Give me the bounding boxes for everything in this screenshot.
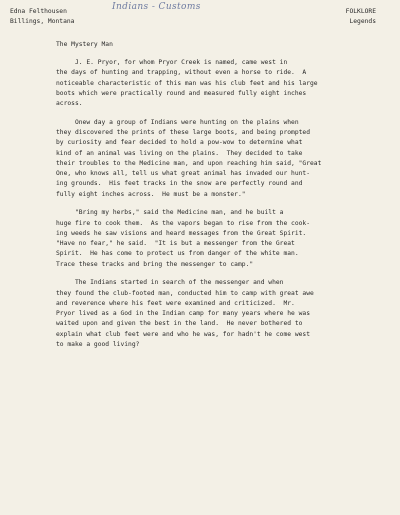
- text-line: they found the club-footed man, conducted him to camp with great awe: [56, 289, 314, 297]
- text-line: "Have no fear," he said. "It is but a messenger from the Great: [56, 240, 295, 247]
- paragraph: [56, 278, 382, 350]
- text-line: noticeable characteristic of this man was his club feet and his large: [56, 79, 318, 87]
- text-line: they discovered the prints of these large boots, and being prompted: [56, 129, 311, 136]
- paragraph-gap: [56, 109, 382, 118]
- category-block: [346, 7, 376, 28]
- document-title: The Mystery Man: [56, 41, 113, 48]
- text-line: fully eight inches across. He must be a monster.": [56, 190, 246, 198]
- text-line: explain what club feet were and who he was, for hadn't he come west: [56, 330, 311, 338]
- handwritten-annotation: Indians - Customs: [112, 2, 201, 12]
- text-line: Spirit. He has come to protect us from danger of the white man.: [56, 250, 299, 258]
- text-line: One, who knows all, tell us what great animal has invaded our hunt-: [56, 170, 311, 177]
- text-line: ing weeds he saw visions and heard messages from the Great Spirit.: [56, 229, 307, 237]
- paragraph-gap: [56, 200, 382, 209]
- text-line: by curiosity and fear decided to hold a pow-wow to determine what: [56, 139, 303, 147]
- text-line: J. E. Pryor, for whom Pryor Creek is named, came west in: [56, 59, 288, 66]
- paragraph: [56, 118, 382, 200]
- text-line: ing grounds. His feet tracks in the snow are perfectly round and: [56, 180, 303, 188]
- category-label: FOLKLORE: [345, 8, 376, 15]
- text-line: Onew day a group of Indians were hunting on the plains when: [56, 118, 299, 126]
- author-name: Edna Felthousen: [10, 8, 67, 15]
- subcategory-label: Legends: [349, 18, 376, 26]
- paragraph-gap: [56, 270, 382, 279]
- paragraph: [56, 208, 382, 270]
- text-line: kind of an animal was living on the plains. They decided to take: [56, 149, 303, 157]
- text-line: "Bring my herbs," said the Medicine man, and he built a: [56, 209, 284, 217]
- text-line: Trace these tracks and bring the messenger to camp.": [56, 260, 254, 268]
- document-body: [56, 58, 382, 350]
- author-block: [10, 7, 74, 28]
- author-location: Billings, Montana: [10, 18, 75, 26]
- text-line: and reverence where his feet were examined and criticized. Mr.: [56, 299, 295, 307]
- text-line: huge fire to cook them. As the vapors began to rise from the cook-: [56, 219, 311, 227]
- paragraph: [56, 58, 382, 109]
- text-line: waited upon and given the best in the land. He never bothered to: [56, 320, 303, 328]
- text-line: Pryor lived as a God in the Indian camp for many years where he was: [56, 310, 311, 317]
- text-line: their troubles to the Medicine man, and upon reaching him said, "Great: [56, 159, 322, 167]
- text-line: across.: [56, 100, 83, 107]
- text-line: boots which were practically round and measured fully eight inches: [56, 89, 307, 97]
- text-line: The Indians started in search of the messenger and when: [56, 279, 284, 287]
- text-line: the days of hunting and trapping, without even a horse to ride. A: [56, 69, 307, 77]
- text-line: to make a good living?: [56, 340, 140, 348]
